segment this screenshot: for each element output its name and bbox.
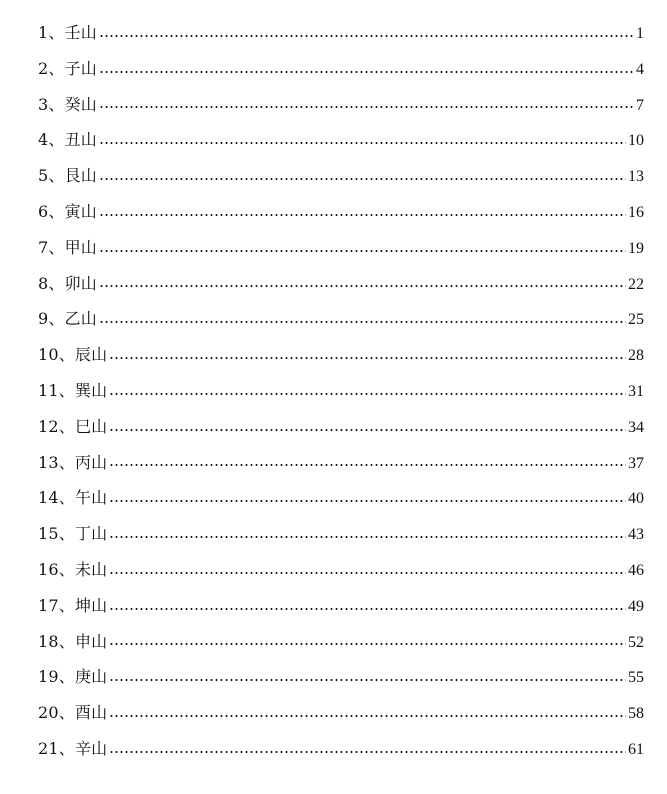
toc-entry-label: 3、癸山 xyxy=(38,94,97,114)
dot-leader xyxy=(99,35,634,37)
toc-entry[interactable] xyxy=(38,624,644,660)
dot-leader xyxy=(99,321,626,323)
toc-entry-label: 19、庚山 xyxy=(38,667,108,687)
toc-page-number: 4 xyxy=(636,60,644,78)
toc-entry[interactable] xyxy=(38,552,644,588)
toc-page-number: 43 xyxy=(628,526,644,544)
table-of-contents xyxy=(38,15,644,767)
toc-entry-label: 7、甲山 xyxy=(38,237,97,257)
dot-leader xyxy=(109,572,626,574)
toc-entry[interactable] xyxy=(38,373,644,409)
toc-entry-label: 21、辛山 xyxy=(38,738,108,758)
toc-entry-label: 12、巳山 xyxy=(38,416,108,436)
toc-page-number: 40 xyxy=(628,490,644,508)
toc-entry-label: 13、丙山 xyxy=(38,452,108,472)
toc-entry[interactable] xyxy=(38,695,644,731)
toc-entry[interactable] xyxy=(38,15,644,51)
toc-page-number: 49 xyxy=(628,597,644,615)
dot-leader xyxy=(109,500,626,502)
toc-entry-label: 2、子山 xyxy=(38,58,97,78)
toc-entry[interactable] xyxy=(38,301,644,337)
dot-leader xyxy=(99,214,626,216)
dot-leader xyxy=(99,285,626,287)
dot-leader xyxy=(99,142,626,144)
toc-entry[interactable] xyxy=(38,659,644,695)
dot-leader xyxy=(109,536,626,538)
toc-page-number: 55 xyxy=(628,669,644,687)
toc-page-number: 13 xyxy=(628,168,644,186)
toc-entry-label: 1、壬山 xyxy=(38,23,97,42)
toc-page-number: 31 xyxy=(628,382,644,400)
toc-entry[interactable] xyxy=(38,122,644,158)
toc-entry-label: 4、丑山 xyxy=(38,130,97,150)
toc-entry[interactable] xyxy=(38,337,644,373)
toc-entry[interactable] xyxy=(38,158,644,194)
dot-leader xyxy=(99,71,634,73)
toc-entry-label: 14、午山 xyxy=(38,488,108,508)
dot-leader xyxy=(99,178,626,180)
toc-entry-label: 15、丁山 xyxy=(38,524,108,544)
toc-entry[interactable] xyxy=(38,480,644,516)
toc-entry-label: 17、坤山 xyxy=(38,595,108,615)
toc-entry-label: 10、辰山 xyxy=(38,345,108,365)
toc-entry[interactable] xyxy=(38,731,644,767)
toc-page-number: 10 xyxy=(628,132,644,150)
toc-page-number: 16 xyxy=(628,203,644,221)
dot-leader xyxy=(109,608,626,610)
toc-page-number: 52 xyxy=(628,633,644,651)
toc-page-number: 58 xyxy=(628,705,644,723)
toc-entry[interactable] xyxy=(38,51,644,87)
dot-leader xyxy=(99,250,626,252)
dot-leader xyxy=(109,751,626,753)
dot-leader xyxy=(109,679,626,681)
toc-entry-label: 5、艮山 xyxy=(38,166,97,186)
toc-page-number: 34 xyxy=(628,418,644,436)
toc-entry[interactable] xyxy=(38,409,644,445)
toc-entry[interactable] xyxy=(38,588,644,624)
dot-leader xyxy=(99,106,634,108)
toc-entry[interactable] xyxy=(38,445,644,481)
toc-entry-label: 11、巽山 xyxy=(38,380,108,400)
toc-entry-label: 18、申山 xyxy=(38,631,108,651)
toc-entry[interactable] xyxy=(38,230,644,266)
dot-leader xyxy=(109,393,626,395)
toc-page-number: 7 xyxy=(636,96,644,114)
toc-entry-label: 20、酉山 xyxy=(38,703,108,723)
toc-page-number: 46 xyxy=(628,561,644,579)
toc-entry[interactable] xyxy=(38,194,644,230)
toc-entry-label: 8、卯山 xyxy=(38,273,97,293)
dot-leader xyxy=(109,643,626,645)
toc-page-number: 37 xyxy=(628,454,644,472)
dot-leader xyxy=(109,357,626,359)
toc-entry-label: 16、未山 xyxy=(38,559,108,579)
toc-entry[interactable] xyxy=(38,516,644,552)
toc-entry[interactable] xyxy=(38,87,644,123)
toc-page-number: 22 xyxy=(628,275,644,293)
dot-leader xyxy=(109,715,626,717)
toc-entry-label: 6、寅山 xyxy=(38,201,97,221)
toc-page-number: 25 xyxy=(628,311,644,329)
dot-leader xyxy=(109,464,626,466)
toc-page-number: 19 xyxy=(628,239,644,257)
toc-page-number: 1 xyxy=(636,25,644,42)
toc-entry[interactable] xyxy=(38,266,644,302)
toc-page-number: 61 xyxy=(628,740,644,758)
dot-leader xyxy=(109,429,626,431)
toc-page-number: 28 xyxy=(628,347,644,365)
toc-entry-label: 9、乙山 xyxy=(38,309,97,329)
